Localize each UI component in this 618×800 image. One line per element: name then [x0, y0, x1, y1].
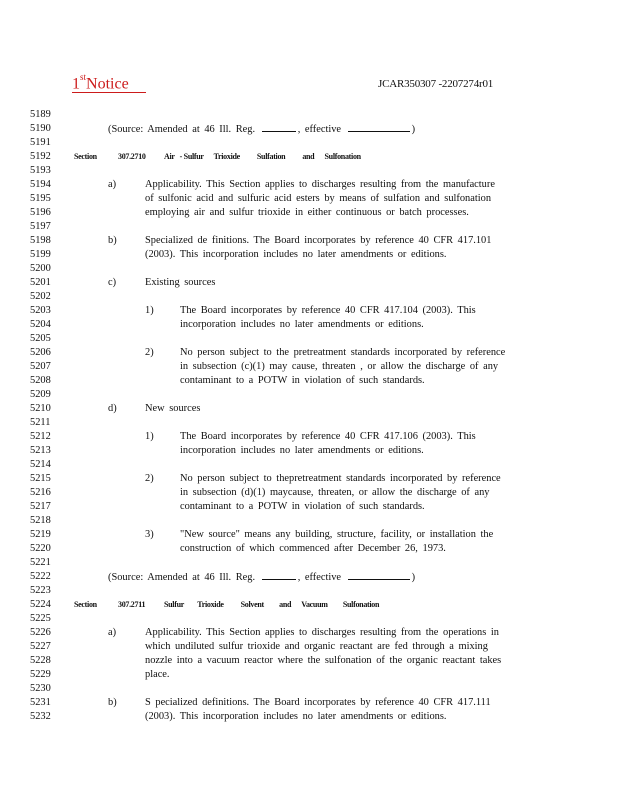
- line-number: 5206: [30, 347, 51, 358]
- line-row: [0, 584, 618, 598]
- subsection-marker: a): [108, 627, 117, 638]
- line-row: [0, 220, 618, 234]
- section-number: 307.2711: [118, 600, 146, 609]
- line-row: [0, 430, 618, 444]
- line-row: [0, 402, 618, 416]
- close-paren: ): [411, 572, 416, 583]
- section-title: Sulfur Trioxide Solvent and Vacuum Sulfonation: [164, 600, 380, 609]
- volume-blank: [262, 570, 296, 580]
- line-row: [0, 472, 618, 486]
- notice-word: Notice: [86, 75, 129, 93]
- paragraph-line: incorporation includes no later amendments or editions.: [180, 319, 424, 330]
- paragraph-line: S pecialized definitions. The Board incorporates by reference 40 CFR 417.111: [145, 697, 491, 708]
- line-row: [0, 528, 618, 542]
- line-number: 5212: [30, 431, 51, 442]
- line-row: [0, 360, 618, 374]
- paragraph-line: contaminant to a POTW in violation of such standards.: [180, 501, 425, 512]
- source-note: [108, 122, 415, 137]
- paragraph-line: "New source" means any building, structure, facility, or installation the: [180, 529, 494, 540]
- line-number: 5199: [30, 249, 51, 260]
- paragraph-line: (2003). This incorporation includes no later amendments or editions.: [145, 711, 447, 722]
- line-number: 5231: [30, 697, 51, 708]
- line-number: 5201: [30, 277, 51, 288]
- line-row: [0, 570, 618, 584]
- line-row: [0, 556, 618, 570]
- paragraph-line: No person subject to thepretreatment standards incorporated by reference: [180, 473, 501, 484]
- close-paren: ): [411, 124, 416, 135]
- subsection-heading: New sources: [145, 403, 201, 414]
- line-row: [0, 710, 618, 724]
- line-number: 5204: [30, 319, 51, 330]
- line-number: 5214: [30, 459, 51, 470]
- subsection-marker: d): [108, 403, 117, 414]
- paragraph-line: incorporation includes no later amendments or editions.: [180, 445, 424, 456]
- line-row: [0, 164, 618, 178]
- line-number: 5207: [30, 361, 51, 372]
- line-row: [0, 542, 618, 556]
- item-marker: 2): [145, 473, 154, 484]
- line-number: 5209: [30, 389, 51, 400]
- line-number: 5193: [30, 165, 51, 176]
- line-number: 5190: [30, 123, 51, 134]
- line-row: [0, 654, 618, 668]
- line-number: 5205: [30, 333, 51, 344]
- subsection-heading: Existing sources: [145, 277, 216, 288]
- line-number: 5223: [30, 585, 51, 596]
- line-number: 5208: [30, 375, 51, 386]
- line-row: [0, 668, 618, 682]
- line-row: [0, 108, 618, 122]
- line-row: [0, 626, 618, 640]
- line-number: 5220: [30, 543, 51, 554]
- line-row: [0, 178, 618, 192]
- line-row: [0, 682, 618, 696]
- line-row: [0, 290, 618, 304]
- paragraph-line: of sulfonic acid and sulfuric acid esters by means of sulfation and sulfonation: [145, 193, 492, 204]
- line-number: 5194: [30, 179, 51, 190]
- paragraph-line: (2003). This incorporation includes no later amendments or editions.: [145, 249, 447, 260]
- item-marker: 1): [145, 305, 154, 316]
- line-number: 5197: [30, 221, 51, 232]
- line-number: 5202: [30, 291, 51, 302]
- line-row: [0, 514, 618, 528]
- notice-ordinal: st: [80, 72, 87, 82]
- item-marker: 2): [145, 347, 154, 358]
- date-blank: [348, 570, 410, 580]
- line-number: 5230: [30, 683, 51, 694]
- line-number: 5216: [30, 487, 51, 498]
- notice-label: [72, 74, 129, 93]
- paragraph-line: The Board incorporates by reference 40 CFR 417.106 (2003). This: [180, 431, 476, 442]
- document-id: JCAR350307 -2207274r01: [378, 78, 494, 90]
- line-row: [0, 374, 618, 388]
- line-row: [0, 346, 618, 360]
- line-row: [0, 192, 618, 206]
- line-number: 5225: [30, 613, 51, 624]
- line-row: [0, 416, 618, 430]
- paragraph-line: construction of which commenced after December 26, 1973.: [180, 543, 446, 554]
- line-row: [0, 304, 618, 318]
- subsection-marker: b): [108, 235, 117, 246]
- paragraph-line: in subsection (c)(1) may cause, threaten , or allow the discharge of any: [180, 361, 499, 372]
- section-title: Air - Sulfur Trioxide Sulfation and Sulfonation: [164, 152, 361, 161]
- paragraph-line: Specialized de finitions. The Board incorporates by reference 40 CFR 417.101: [145, 235, 492, 246]
- line-row: [0, 388, 618, 402]
- line-row: [0, 150, 618, 164]
- line-number: 5198: [30, 235, 51, 246]
- line-number: 5227: [30, 641, 51, 652]
- section-label: Section: [74, 600, 97, 609]
- paragraph-line: contaminant to a POTW in violation of such standards.: [180, 375, 425, 386]
- paragraph-line: place.: [145, 669, 170, 680]
- subsection-marker: c): [108, 277, 117, 288]
- line-row: [0, 444, 618, 458]
- line-number: 5203: [30, 305, 51, 316]
- line-number: 5192: [30, 151, 51, 162]
- line-row: [0, 332, 618, 346]
- paragraph-line: in subsection (d)(1) maycause, threaten, or allow the discharge of any: [180, 487, 490, 498]
- line-number: 5215: [30, 473, 51, 484]
- line-row: [0, 486, 618, 500]
- date-blank: [348, 122, 410, 132]
- line-number: 5228: [30, 655, 51, 666]
- section-number: 307.2710: [118, 152, 146, 161]
- item-marker: 1): [145, 431, 154, 442]
- line-number: 5224: [30, 599, 51, 610]
- item-marker: 3): [145, 529, 154, 540]
- line-row: [0, 136, 618, 150]
- line-row: [0, 318, 618, 332]
- line-row: [0, 276, 618, 290]
- paragraph-line: nozzle into a vacuum reactor where the sulfonation of the organic reactant takes: [145, 655, 502, 666]
- line-row: [0, 262, 618, 276]
- source-text: (Source: Amended at 46 Ill. Reg.: [108, 572, 256, 583]
- subsection-marker: a): [108, 179, 117, 190]
- line-number: 5217: [30, 501, 51, 512]
- line-row: [0, 458, 618, 472]
- effective-text: , effective: [297, 124, 342, 135]
- line-row: [0, 234, 618, 248]
- line-row: [0, 248, 618, 262]
- line-number: 5218: [30, 515, 51, 526]
- line-row: [0, 598, 618, 612]
- line-number: 5221: [30, 557, 51, 568]
- line-number: 5210: [30, 403, 51, 414]
- line-number: 5200: [30, 263, 51, 274]
- line-number: 5211: [30, 417, 51, 428]
- line-row: [0, 696, 618, 710]
- paragraph-line: No person subject to the pretreatment standards incorporated by reference: [180, 347, 506, 358]
- line-number: 5196: [30, 207, 51, 218]
- effective-text: , effective: [297, 572, 342, 583]
- section-label: Section: [74, 152, 97, 161]
- line-number: 5219: [30, 529, 51, 540]
- paragraph-line: The Board incorporates by reference 40 CFR 417.104 (2003). This: [180, 305, 476, 316]
- line-row: [0, 500, 618, 514]
- line-number: 5232: [30, 711, 51, 722]
- line-number: 5195: [30, 193, 51, 204]
- line-row: [0, 612, 618, 626]
- line-number: 5226: [30, 627, 51, 638]
- volume-blank: [262, 122, 296, 132]
- notice-underline: [72, 92, 146, 93]
- source-text: (Source: Amended at 46 Ill. Reg.: [108, 124, 256, 135]
- line-number: 5222: [30, 571, 51, 582]
- paragraph-line: employing air and sulfur trioxide in either continuous or batch processes.: [145, 207, 469, 218]
- line-row: [0, 122, 618, 136]
- line-row: [0, 640, 618, 654]
- paragraph-line: which undiluted sulfur trioxide and organic reactant are fed through a mixing: [145, 641, 488, 652]
- line-row: [0, 206, 618, 220]
- paragraph-line: Applicability. This Section applies to discharges resulting from the manufacture: [145, 179, 495, 190]
- line-number: 5191: [30, 137, 51, 148]
- notice-number: 1: [72, 75, 80, 93]
- line-number: 5229: [30, 669, 51, 680]
- paragraph-line: Applicability. This Section applies to discharges resulting from the operations in: [145, 627, 499, 638]
- subsection-marker: b): [108, 697, 117, 708]
- source-note: [108, 570, 415, 585]
- line-number: 5213: [30, 445, 51, 456]
- line-number: 5189: [30, 109, 51, 120]
